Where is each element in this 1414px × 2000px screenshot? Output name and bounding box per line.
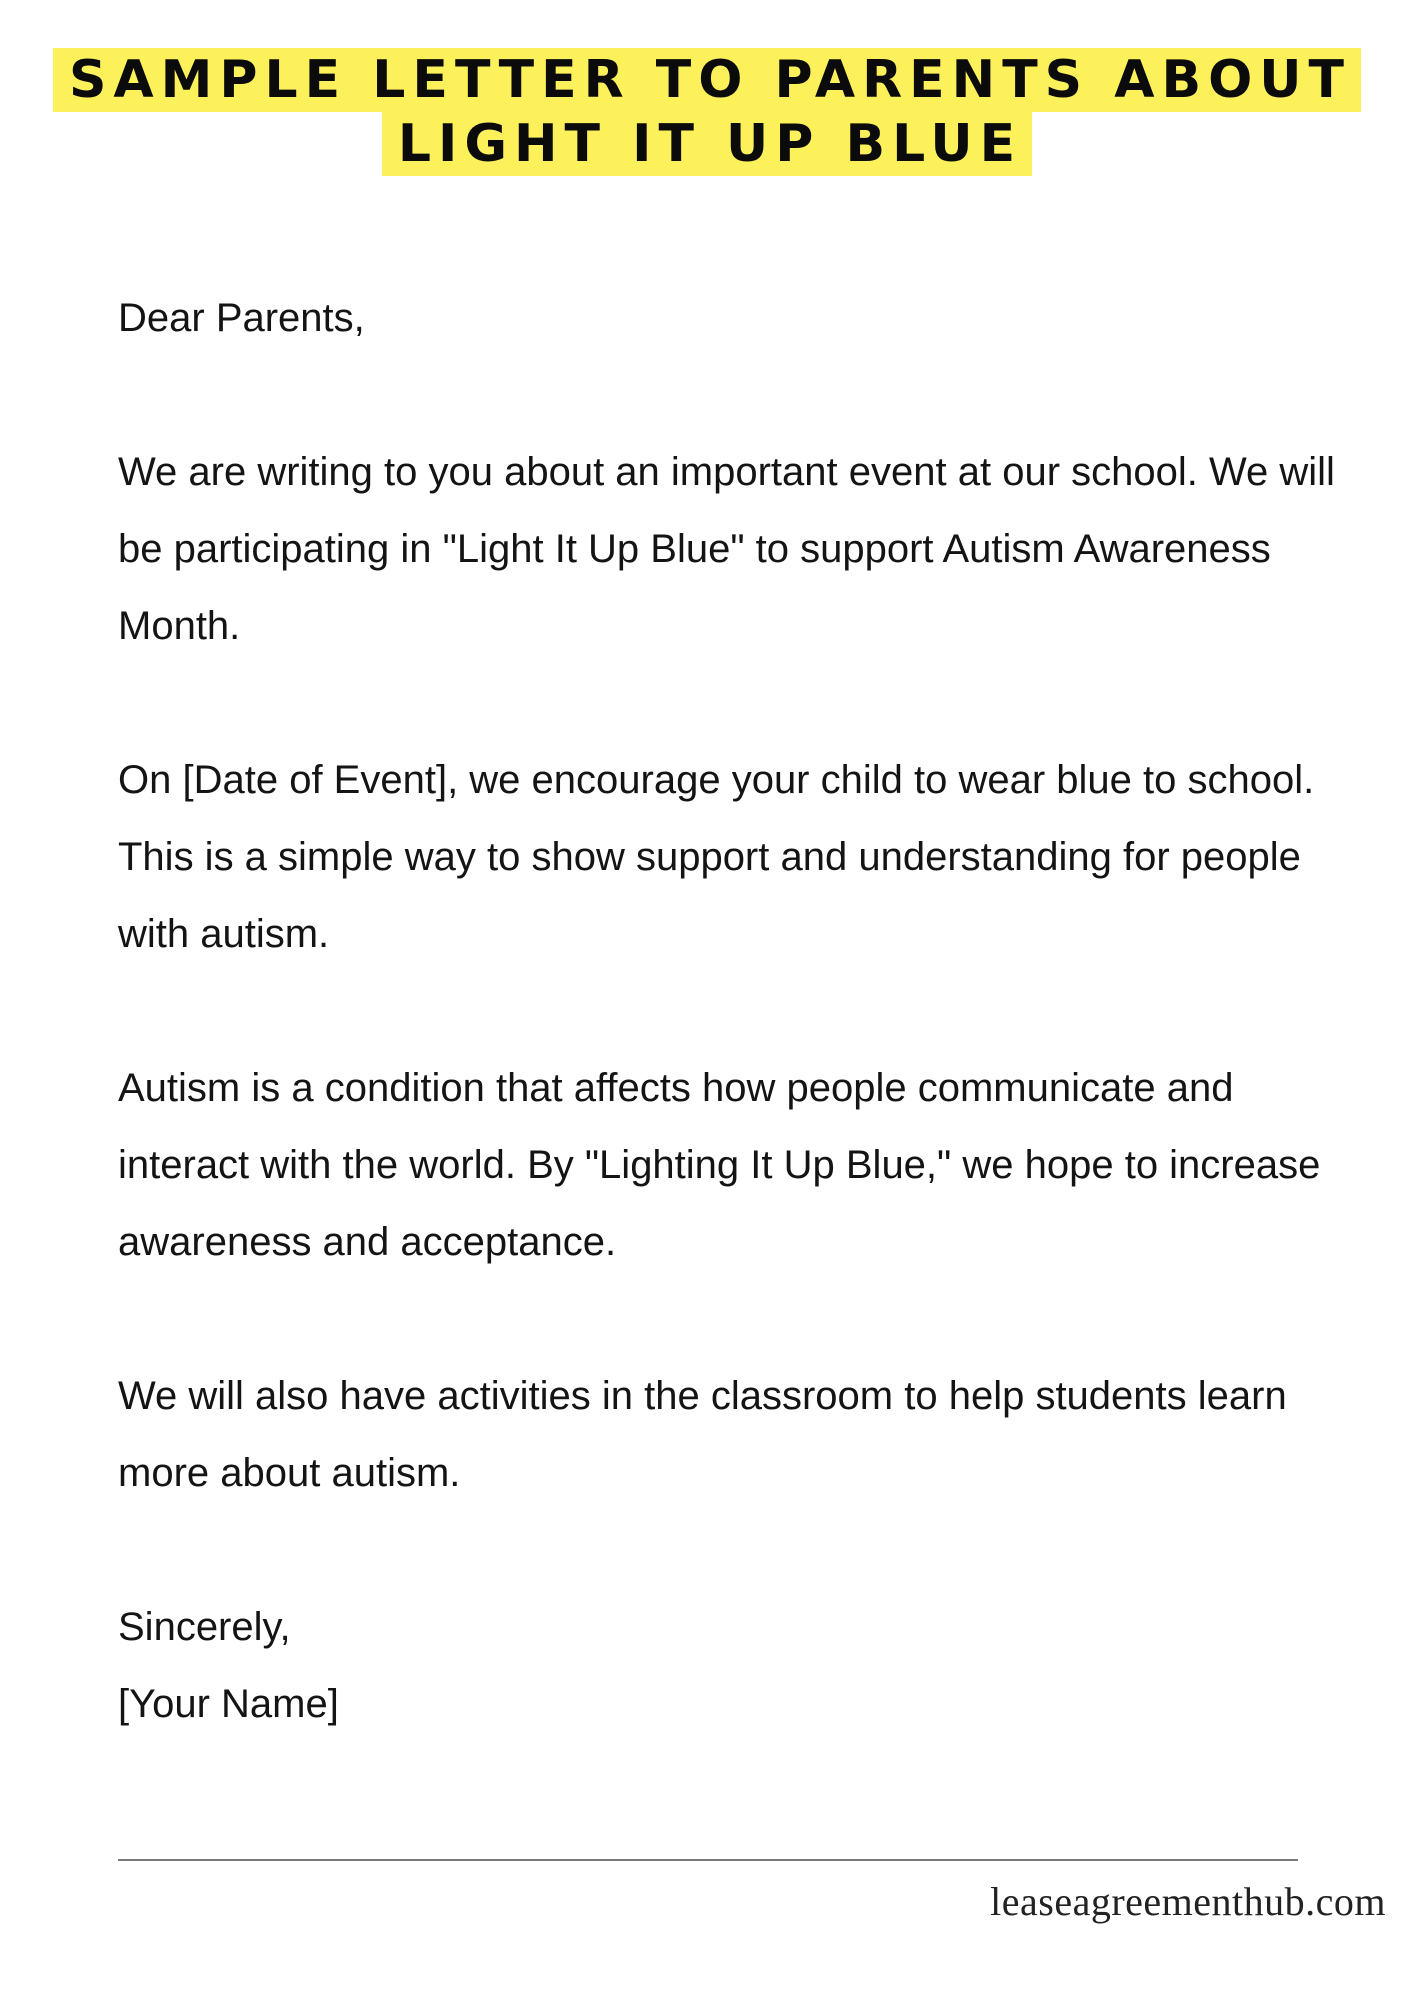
title-line-2: LIGHT IT UP BLUE xyxy=(382,112,1032,176)
signature: [Your Name] xyxy=(118,1682,339,1726)
paragraph-4: We will also have activities in the classroom to help students learn more about autism. xyxy=(118,1374,1287,1495)
letter-title xyxy=(0,48,1414,176)
title-line-1: SAMPLE LETTER TO PARENTS ABOUT xyxy=(53,48,1361,112)
paragraph-2: On [Date of Event], we encourage your child to wear blue to school. This is a simple way to show support and understanding for people with autism. xyxy=(118,758,1315,956)
greeting: Dear Parents, xyxy=(118,296,365,340)
footer-divider xyxy=(118,1859,1298,1861)
paragraph-1: We are writing to you about an important event at our school. We will be participating in "Light It Up Blue" to support Autism Awareness Month. xyxy=(118,450,1335,648)
closing: Sincerely, xyxy=(118,1605,291,1649)
footer-site: leaseagreementhub.com xyxy=(990,1879,1386,1924)
letter-body xyxy=(118,280,1338,1743)
paragraph-3: Autism is a condition that affects how people communicate and interact with the world. By "Lighting It Up Blue," we hope to increase awareness and acceptance. xyxy=(118,1066,1321,1264)
